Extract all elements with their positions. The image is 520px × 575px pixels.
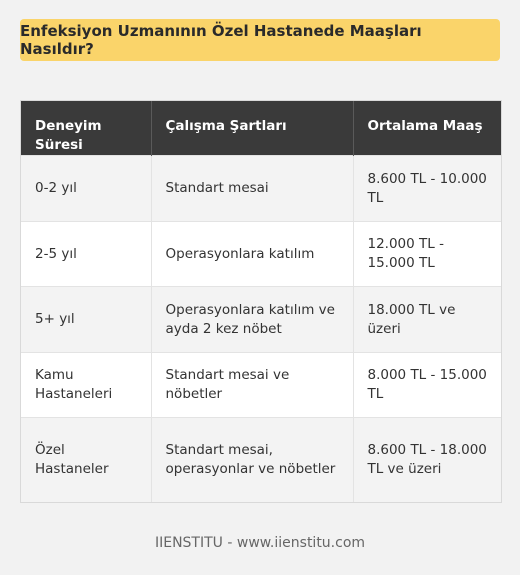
cell-salary: 8.600 TL - 10.000 TL bbox=[353, 156, 501, 222]
salary-table bbox=[21, 101, 501, 502]
cell-salary: 18.000 TL ve üzeri bbox=[353, 287, 501, 353]
header-experience: Deneyim Süresi bbox=[21, 101, 151, 156]
page-title: Enfeksiyon Uzmanının Özel Hastanede Maaşları Nasıldır? bbox=[20, 22, 422, 58]
cell-conditions: Standart mesai bbox=[151, 156, 353, 222]
title-banner bbox=[20, 19, 500, 61]
cell-salary: 8.000 TL - 15.000 TL bbox=[353, 353, 501, 418]
cell-experience: Özel Hastaneler bbox=[21, 418, 151, 502]
table-row bbox=[21, 418, 501, 502]
cell-conditions: Standart mesai, operasyonlar ve nöbetler bbox=[151, 418, 353, 502]
cell-salary: 12.000 TL - 15.000 TL bbox=[353, 222, 501, 287]
table-row bbox=[21, 222, 501, 287]
cell-conditions: Standart mesai ve nöbetler bbox=[151, 353, 353, 418]
cell-experience: Kamu Hastaneleri bbox=[21, 353, 151, 418]
header-conditions: Çalışma Şartları bbox=[151, 101, 353, 156]
cell-conditions: Operasyonlara katılım bbox=[151, 222, 353, 287]
footer-credit: IIENSTITU - www.iienstitu.com bbox=[154, 535, 366, 551]
table-row bbox=[21, 156, 501, 222]
cell-experience: 2-5 yıl bbox=[21, 222, 151, 287]
cell-salary: 8.600 TL - 18.000 TL ve üzeri bbox=[353, 418, 501, 502]
table-row bbox=[21, 287, 501, 353]
header-salary: Ortalama Maaş bbox=[353, 101, 501, 156]
table-row bbox=[21, 353, 501, 418]
cell-experience: 5+ yıl bbox=[21, 287, 151, 353]
table-header-row bbox=[21, 101, 501, 156]
cell-experience: 0-2 yıl bbox=[21, 156, 151, 222]
cell-conditions: Operasyonlara katılım ve ayda 2 kez nöbet bbox=[151, 287, 353, 353]
salary-table-container bbox=[20, 100, 502, 503]
